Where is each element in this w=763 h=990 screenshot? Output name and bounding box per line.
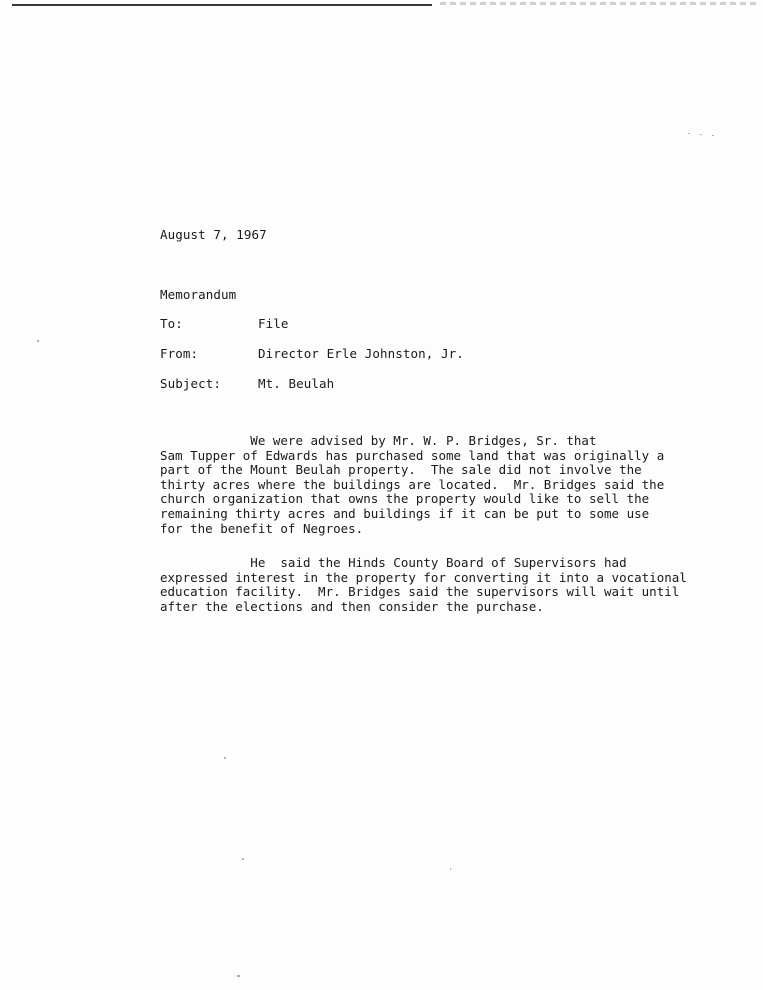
paragraph-line: thirty acres where the buildings are located. Mr. Bridges said the [160, 476, 665, 492]
to-value: File [258, 316, 289, 331]
subject-value: Mt. Beulah [258, 376, 335, 391]
paragraph-line: church organization that owns the property would like to sell the [160, 491, 650, 507]
from-value: Director Erle Johnston, Jr. [258, 346, 464, 361]
scan-speck [712, 135, 714, 136]
to-label: To: [160, 316, 183, 331]
scan-speck [700, 134, 702, 135]
paragraph-line: Sam Tupper of Edwards has purchased some land that was originally a [160, 447, 665, 463]
scan-speck [688, 133, 690, 134]
memo-date: August 7, 1967 [160, 227, 267, 242]
paragraph-line: education facility. Mr. Bridges said the supervisors will wait until [160, 584, 680, 600]
scan-speck [37, 340, 39, 342]
from-label: From: [160, 346, 199, 361]
paragraph-line: expressed interest in the property for converting it into a vocational [160, 569, 687, 585]
scan-top-edge-faint [440, 2, 760, 5]
scan-speck [224, 757, 226, 759]
body-paragraph-2 [160, 556, 700, 614]
scan-speck [450, 868, 451, 870]
paragraph-line: after the elections and then consider the purchase. [160, 598, 544, 614]
memo-heading: Memorandum [160, 287, 237, 302]
paragraph-line: for the benefit of Negroes. [160, 520, 364, 536]
body-paragraph-1 [160, 434, 700, 536]
scan-speck [237, 975, 240, 977]
scan-top-edge [12, 4, 432, 6]
paragraph-line: He said the Hinds County Board of Supervisors had [160, 555, 627, 570]
paragraph-line: part of the Mount Beulah property. The sale did not involve the [160, 462, 642, 478]
paragraph-line: We were advised by Mr. W. P. Bridges, Sr. that [160, 433, 597, 448]
subject-label: Subject: [160, 376, 222, 391]
paragraph-line: remaining thirty acres and buildings if it can be put to some use [160, 505, 650, 521]
scan-speck [242, 858, 244, 860]
